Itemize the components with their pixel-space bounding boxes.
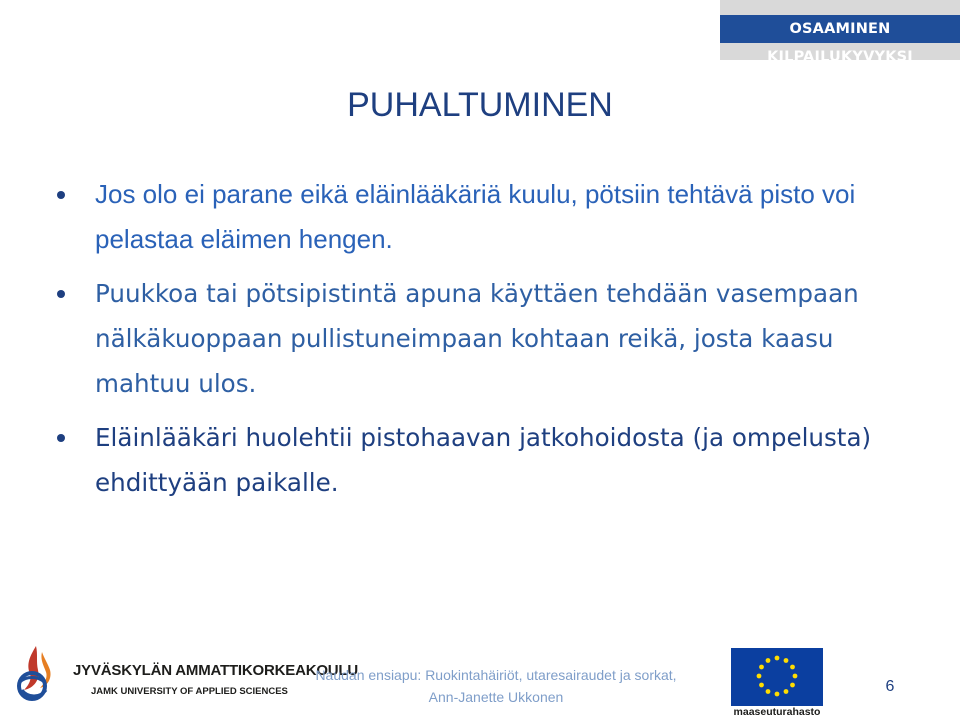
banner-text: OSAAMINEN KILPAILUKYVYKSI xyxy=(720,15,960,43)
bullet-item xyxy=(57,172,877,262)
bullet-text: Jos olo ei parane eikä eläinlääkäriä kuulu, pötsiin tehtävä pisto voi pelastaa eläimen hengen. xyxy=(95,179,856,254)
bullet-item xyxy=(57,415,877,505)
bullet-item xyxy=(57,271,877,406)
slide-title: PUHALTUMINEN xyxy=(347,86,613,124)
footer-caption xyxy=(300,664,692,708)
page-number: 6 xyxy=(885,678,895,695)
jamk-logo xyxy=(8,646,359,704)
footer-line-1: Naudan ensiapu: Ruokintahäiriöt, utaresairaudet ja sorkat, xyxy=(315,667,677,683)
bullet-dot-icon xyxy=(57,191,65,199)
jamk-logo-subtitle: JAMK UNIVERSITY OF APPLIED SCIENCES xyxy=(91,686,288,697)
footer-line-2: Ann-Janette Ukkonen xyxy=(428,689,564,705)
footer xyxy=(0,640,960,720)
jamk-logo-name: JYVÄSKYLÄN AMMATTIKORKEAKOULU xyxy=(73,662,359,679)
bullet-dot-icon xyxy=(57,434,65,442)
eu-caption: maaseuturahasto xyxy=(733,706,821,718)
bullet-dot-icon xyxy=(57,290,65,298)
jamk-flame-logo-icon xyxy=(8,642,68,706)
bullet-text: Puukkoa tai pötsipistintä apuna käyttäen tehdään vasempaan nälkäkuoppaan pullistuneimpaan kohtaan reikä, josta kaasu mahtuu ulos. xyxy=(95,279,859,398)
bullet-text: Eläinlääkäri huolehtii pistohaavan jatkohoidosta (ja ompelusta) ehdittyään paikalle. xyxy=(95,423,872,497)
eu-flag-icon xyxy=(731,648,823,712)
header-banner xyxy=(720,0,960,65)
bullet-list xyxy=(57,172,877,514)
